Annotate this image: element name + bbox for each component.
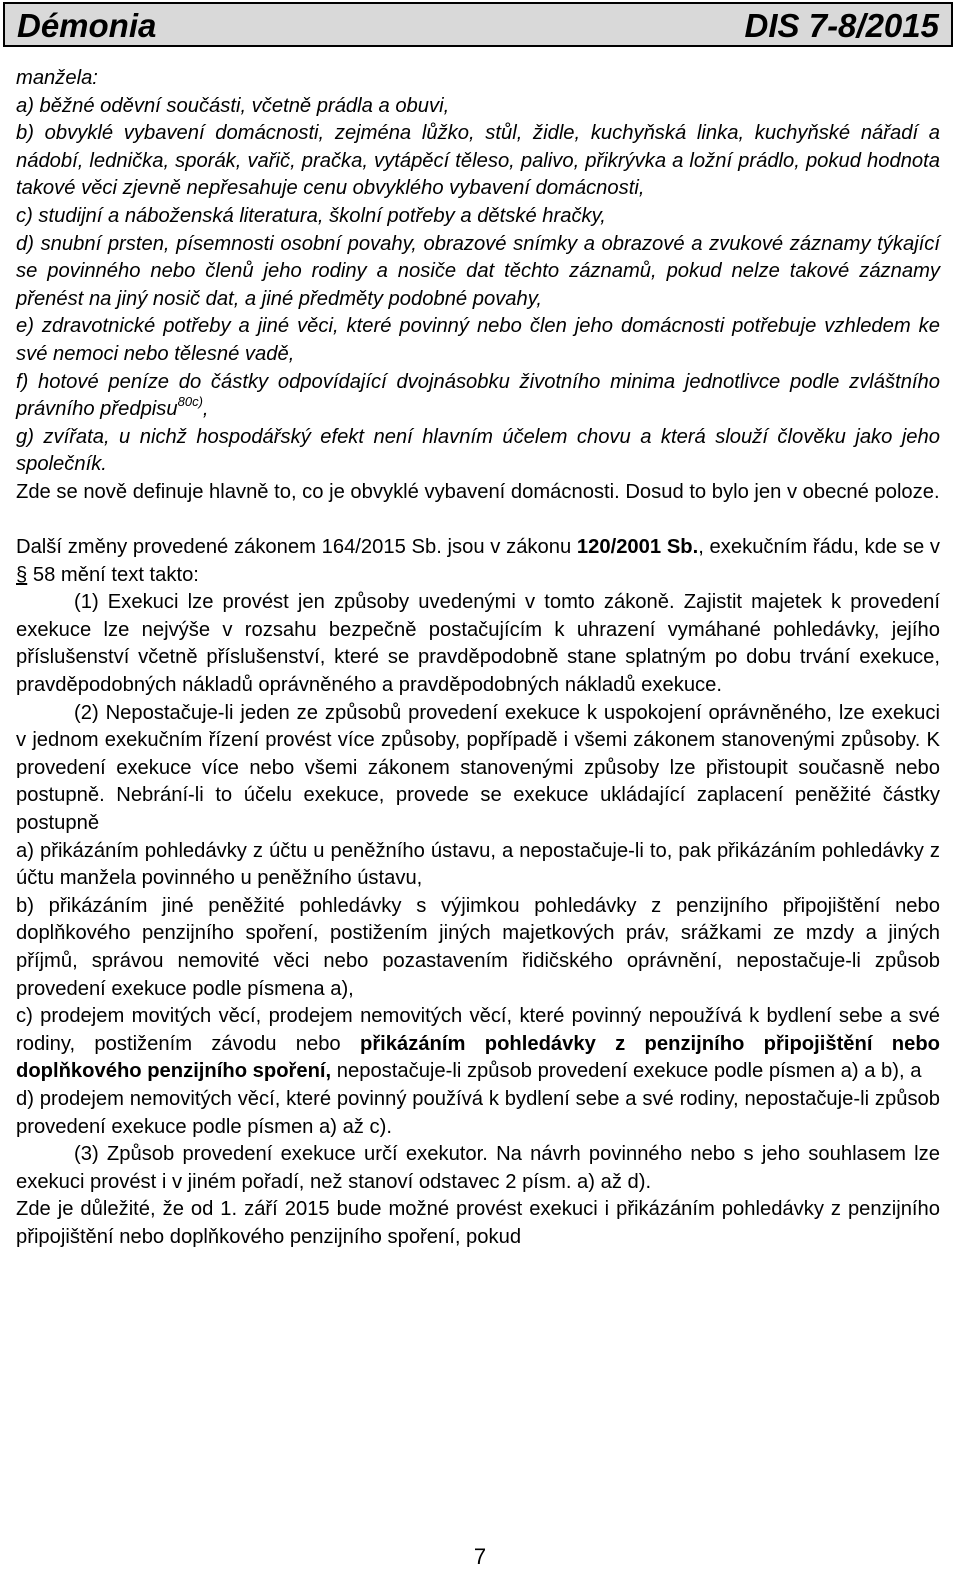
- issue-label: DIS 7-8/2015: [744, 7, 939, 44]
- list-item-g: g) zvířata, u nichž hospodářský efekt není hlavním účelem chovu a která slouží člověku jako jeho společník.: [16, 425, 940, 476]
- law-subsection-1: (1) Exekuci lze provést jen způsoby uvedenými v tomto zákoně. Zajistit majetek k provedení exekuce lze nejvýše v rozsahu bezpečně postačujícím k uhrazení vymáhané pohledávky, jejího příslušenství včetně příslušenství, které se pravděpodobně stane splatným po dobu trvání exekuce, pravděpodobných nákladů oprávněného a pravděpodobných nákladů exekuce.: [16, 591, 940, 697]
- law-letter-a: a) přikázáním pohledávky z účtu u peněžního ústavu, a nepostačuje-li to, pak přikázáním pohledávky z účtu manžela povinného u peněžního ústavu,: [16, 839, 940, 890]
- list-item-e: e) zdravotnické potřeby a jiné věci, které povinný nebo člen jeho domácnosti potřebuje vzhledem ke své nemoci nebo tělesné vadě,: [16, 315, 940, 365]
- list-item-f-text: f) hotové peníze do částky odpovídající dvojnásobku životního minima jednotlivce podle zvláštního právního předpisu: [16, 370, 940, 421]
- law-subsection-2: (2) Nepostačuje-li jeden ze způsobů provedení exekuce k uspokojení oprávněného, lze exekuci v jednom exekučním řízení provést více způsoby, popřípadě i všemi zákonem stanovenými způsoby. K provedení exekuce více nebo všemi zákonem stanovenými způsoby lze přistoupit současně nebo postupně. Nebrání-li to účelu exekuce, provede se exekuce ukládající zaplacení peněžité částky postupně: [16, 701, 940, 835]
- law-reference: 120/2001 Sb.: [576, 536, 699, 559]
- law-letter-d: d) prodejem nemovitých věcí, které povinný používá k bydlení sebe a své rodiny, nepostačuje-li způsob provedení exekuce podle písmen a) až c).: [16, 1087, 940, 1138]
- page-header: [3, 2, 953, 47]
- law-subsection-3: (3) Způsob provedení exekuce určí exekutor. Na návrh povinného nebo s jeho souhlasem lze exekuci provést i v jiném pořadí, než stanoví odstavec 2 písm. a) až d).: [16, 1143, 940, 1193]
- paragraph-spacer: [16, 507, 940, 535]
- closing-paragraph: Zde je důležité, že od 1. září 2015 bude možné provést exekuci i přikázáním pohledávky z penzijního připojištění nebo doplňkového penzijního spoření, pokud: [16, 1198, 940, 1248]
- list-item-d: d) snubní prsten, písemnosti osobní povahy, obrazové snímky a obrazové a zvukové záznamy týkající se povinného nebo členů jeho rodiny a nosiče dat těchto záznamů, pokud nelze takové záznamy přenést na jiný nosič dat, a jiné předměty podobné povahy,: [16, 232, 940, 310]
- footnote-ref: 80c): [177, 394, 203, 410]
- quoted-list: [16, 65, 940, 479]
- law-letter-b: b) přikázáním jiné peněžité pohledávky s výjimkou pohledávky z penzijního připojištění nebo doplňkového penzijního spoření, postižením jiných majetkových práv, srážkami ze mzdy a jiných příjmů, správou nemovité věci nebo pozastavením řidičského oprávnění, nepostačuje-li způsob provedení exekuce podle písmena a),: [16, 894, 940, 1000]
- commentary-paragraph: Zde se nově definuje hlavně to, co je obvyklé vybavení domácnosti. Dosud to bylo jen v obecné poloze.: [16, 480, 940, 503]
- list-item-f: [16, 369, 940, 424]
- list-intro: manžela:: [16, 67, 98, 89]
- amendment-intro-text-3: 58 mění text takto:: [27, 563, 199, 586]
- law-letter-c-text-2: nepostačuje-li způsob provedení exekuce podle písmen a) a b), a: [331, 1060, 922, 1083]
- magazine-title: Démonia: [17, 7, 157, 44]
- article-body: [16, 65, 940, 1252]
- list-item-f-end: ,: [202, 398, 209, 421]
- list-item-a: a) běžné oděvní součásti, včetně prádla a obuvi,: [16, 94, 450, 117]
- list-item-b: b) obvyklé vybavení domácnosti, zejména lůžko, stůl, židle, kuchyňská linka, kuchyňské nářadí a nádobí, lednička, sporák, vařič, pračka, vytápěcí těleso, palivo, přikrývka a ložní prádlo, pokud hodnota takové věci zjevně nepřesahuje cenu obvyklého vybavení domácnosti,: [16, 122, 940, 200]
- amendment-intro-text: Další změny provedené zákonem 164/2015 Sb. jsou v zákonu: [16, 536, 577, 559]
- list-item-c: c) studijní a náboženská literatura, školní potřeby a dětské hračky,: [16, 204, 606, 227]
- page-number: 7: [473, 1544, 487, 1569]
- section-sign: §: [16, 563, 28, 586]
- law-letter-c: [16, 1003, 940, 1086]
- law-letter-c-emphasis: přikázáním pohledávky z penzijního připojištění nebo doplňkového penzijního spoření,: [16, 1032, 940, 1083]
- amendment-intro: [16, 534, 940, 589]
- law-letter-c-text: c) prodejem movitých věcí, prodejem nemovitých věcí, které povinný nepoužívá k bydlení sebe a své rodiny, postižením závodu nebo: [16, 1005, 940, 1055]
- law-text: [16, 589, 940, 1196]
- amendment-intro-text-2: , exekučním řádu, kde se v: [698, 536, 940, 559]
